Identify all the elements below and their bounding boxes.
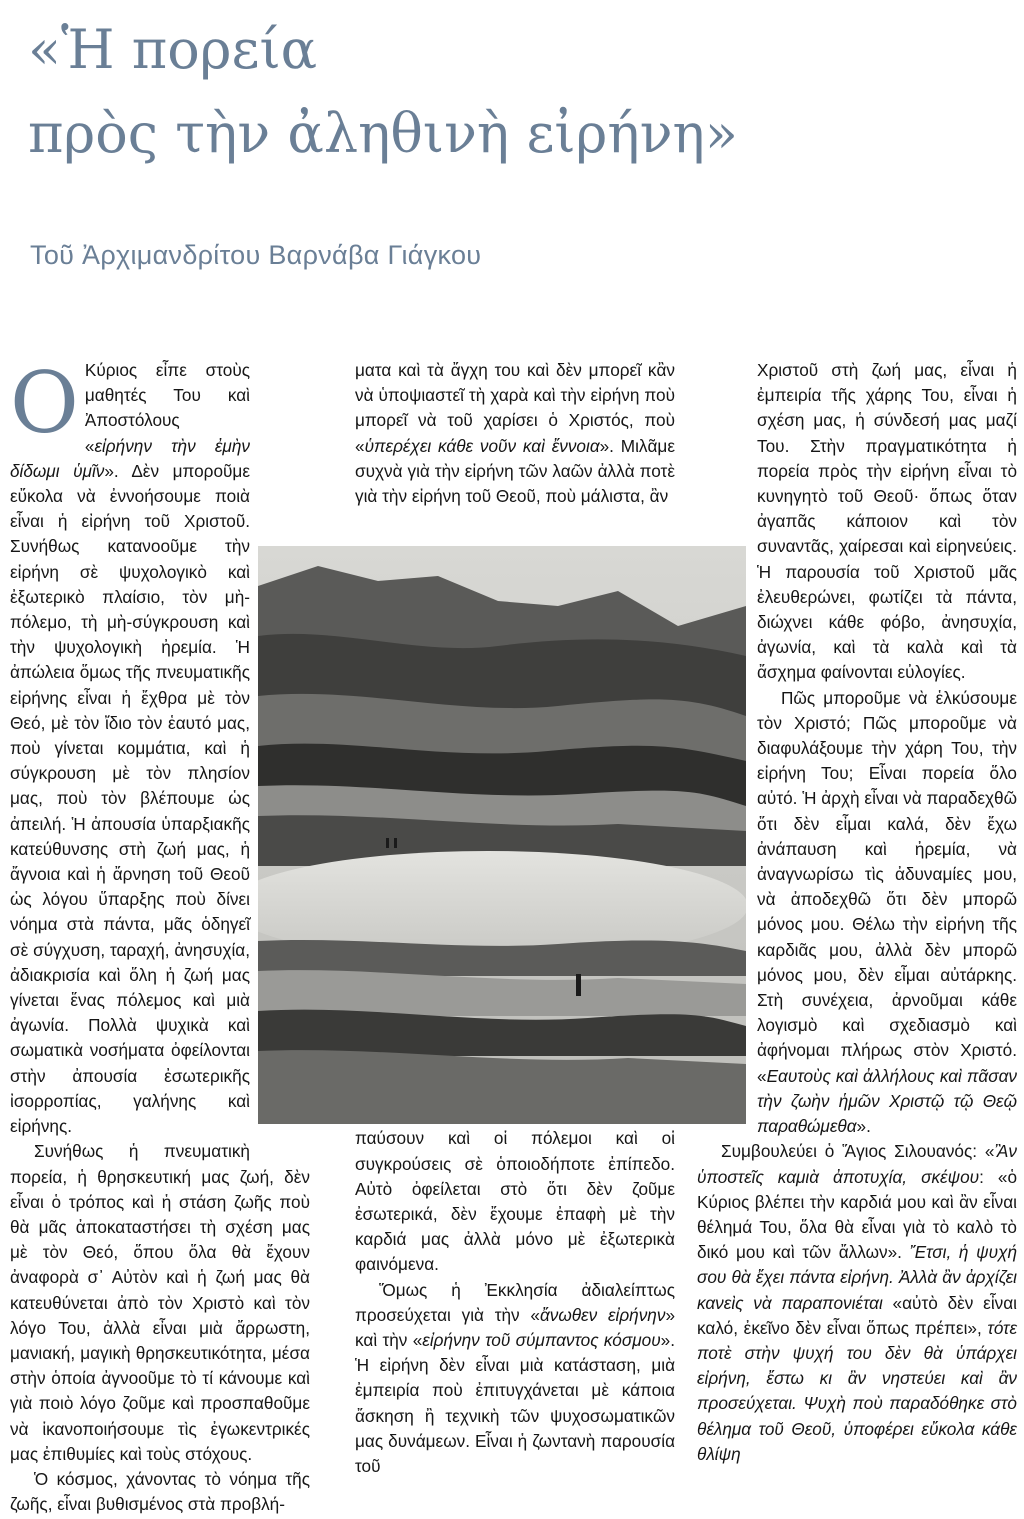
paragraph: Χριστοῦ στὴ ζωή μας, εἶναι ἡ ἐμπειρία τῆς χάρης Του, εἶναι ἡ σχέση μας, ἡ σύνδεσή μας μαζί Του. Στὴν πραγματικότητα ἡ πορεία πρὸς τὴν εἰρήνη εἶναι τὸ κυνηγητὸ τοῦ Θεοῦ· ὅπως ὅταν ἀγαπᾶς κάποιον καὶ τὸν συναντᾶς, χαίρεσαι καὶ εἰρηνεύεις. Ἡ παρουσία τοῦ Χριστοῦ μᾶς ἐλευθερώνει, φωτίζει τὰ πάντα, διώχνει κάθε φόβο, ἀνησυχία, ἀγωνία, καὶ τὰ καλὰ καὶ τὰ ἄσχημα φαίνονται εὐλογίες. bbox=[757, 360, 1017, 683]
paragraph: παύσουν καὶ οἱ πόλεμοι καὶ οἱ συγκρούσεις σὲ ὁποιοδήποτε ἐπίπεδο. Αὐτὸ ὀφείλεται στὸ ὅτι δὲν ζοῦμε ἐσωτερικά, δὲν ἔχουμε ἐπαφὴ μὲ τὴν καρδιά μας ἀλλὰ μόνο μὲ ἐξωτερικὰ φαινόμενα. bbox=[355, 1128, 675, 1275]
paragraph: Πῶς μποροῦμε νὰ ἑλκύσουμε τὸν Χριστό; Πῶς μποροῦμε νὰ διαφυλάξουμε τὴν χάρη Του, τὴν εἰρήνη Του; Εἶναι πορεία ὅλο αὐτό. Ἡ ἀρχὴ εἶναι νὰ παραδεχθῶ ὅτι δὲν εἶμαι καλά, δὲν ἔχω ἀνάπαυση καὶ ἠρεμία, νὰ ἀναγνωρίσω τὶς ἀδυναμίες μου, νὰ ἀποδεχθῶ ὅτι δὲν μπορῶ μόνος μου. Θέλω τὴν εἰρήνη τῆς καρδιᾶς μου, ἀλλὰ δὲν μπορῶ μόνος μου, δὲν εἶμαι αὐτάρκης. Στὴ συνέχεια, ἀρνοῦμαι κάθε λογισμὸ καὶ σχεδιασμὸ καὶ ἀφήνομαι πλήρως στὸν Χριστό. «Εαυτοὺς καὶ ἀλλήλους καὶ πᾶσαν τὴν ζωὴν ἡμῶν Χριστῷ τῷ Θεῷ παραθώμεθα». bbox=[757, 687, 1017, 1137]
paragraph: Συνήθως ἡ πνευματικὴ πορεία, ἡ θρησκευτική μας ζωή, δὲν εἶναι ὁ τρόπος καὶ ἡ στάση ζωῆς ποὺ θὰ μᾶς ἀποκαταστήσει τὴ σχέση μας μὲ τὸν Θεό, ὅπου ὅλα θὰ ἔχουν ἀναφορὰ σ᾽ Αὐτὸν καὶ ἡ ζωή μας θὰ κατευθύνεται ἀπὸ τὸν Χριστὸ καὶ τὸν λόγο Του, ἀλλὰ εἶναι μιὰ ἄρρωστη, μανιακή, μαγικὴ θρησκευτικότητα, μέσα στὴν ὁποία ἀγνοοῦμε τὸ τί κάνουμε καὶ γιὰ ποιὸ λόγο ζοῦμε καὶ προσπαθοῦμε νὰ ἱκανοποιήσουμε τὶς ἐγωκεντρικές μας ἐπιθυμίες καὶ τοὺς στόχους. bbox=[10, 1141, 310, 1464]
article-author: Τοῦ Ἀρχιμανδρίτου Βαρνάβα Γιάγκου bbox=[30, 240, 482, 270]
paragraph: Ὅμως ἡ Ἐκκλησία ἀδιαλείπτως προσεύχεται γιὰ τὴν «ἄνωθεν εἰρήνην» καὶ τὴν «εἰρήνην τοῦ σύμπαντος κόσμου». Ἡ εἰρήνη δὲν εἶναι μιὰ κατάσταση, μιὰ ἐμπειρία ποὺ ἐπιτυγχάνεται μὲ κάποια ἄσκηση ἢ τεχνικὴ τῶν ψυχοσωματικῶν μας δυνάμεων. Εἶναι ἡ ζωντανὴ παρουσία τοῦ bbox=[355, 1279, 676, 1477]
paragraph: Ὁ κόσμος, χάνοντας τὸ νόημα τῆς ζωῆς, εἶναι βυθισμένος στὰ προβλή- bbox=[10, 1468, 310, 1515]
drop-cap: Ο bbox=[10, 354, 79, 452]
painting-svg bbox=[258, 546, 746, 1124]
paragraph: Συμβουλεύει ὁ Ἅγιος Σιλουανός: «Ἂν ὑποστεῖς καμιὰ ἀποτυχία, σκέψου: «ὁ Κύριος βλέπει τὴν καρδιά μου καὶ ἂν εἶναι θέλημά Του, ὅλα θὰ εἶναι γιὰ τὸ καλὸ τὸ δικό μου καὶ τῶν ἄλλων». Ἔτσι, ἡ ψυχή σου θὰ ἔχει πάντα εἰρήνη. Ἀλλὰ ἂν ἀρχίζει κανεὶς νὰ παραπονιέται «αὐτὸ δὲν εἶναι καλό, ἐκεῖνο δὲν εἶναι ὅπως πρέπει», τότε ποτὲ στὴν ψυχή του δὲν θὰ ὑπάρχει εἰρήνη, ἔστω κι ἂν νηστεύει καὶ ἂν προσεύχεται. Ψυχὴ ποὺ παραδόθηκε στὸ θέλημα τοῦ Θεοῦ, ὑποφέρει εὔκολα κάθε θλίψη bbox=[697, 1141, 1018, 1464]
title-line-2: πρὸς τὴν ἀληθινὴ εἰρήνη» bbox=[28, 102, 738, 165]
paragraph: ματα καὶ τὰ ἄγχη του καὶ δὲν μπορεῖ κἂν νὰ ὑποψιαστεῖ τὴ χαρὰ καὶ τὴν εἰρήνη ποὺ μπορεῖ νὰ τοῦ χαρίσει ὁ Χριστός, ποὺ «ὑπερέχει κάθε νοῦν καὶ ἔννοια». Μιλᾶμε συχνὰ γιὰ τὴν εἰρήνη τῶν λαῶν ἀλλὰ ποτὲ γιὰ τὴν εἰρήνη τοῦ Θεοῦ, ποὺ μάλιστα, ἂν bbox=[355, 360, 675, 507]
article-title bbox=[28, 8, 928, 176]
paragraph: Ο Κύριος εἶπε στοὺς μαθητές Του καὶ Ἀποστόλους «εἰρήνην τὴν ἐμὴν δίδωμι ὑμῖν». Δὲν μποροῦμε εὔκολα νὰ ἐννοήσουμε ποιὰ εἶναι ἡ εἰρήνη τοῦ Χριστοῦ. Συνήθως κατανοοῦμε τὴν εἰρήνη σὲ ψυχολογικὸ καὶ ἐξωτερικὸ πλαίσιο, τὸν μὴ-πόλεμο, τὴ μὴ-σύγκρουση καὶ τὴν ψυχολογικὴ ἠρεμία. Ἡ ἀπώλεια ὅμως τῆς πνευματικῆς εἰρήνης εἶναι ἡ ἔχθρα μὲ τὸν Θεό, μὲ τὸν ἴδιο τὸν ἑαυτό μας, ποὺ γίνεται κομμάτια, καὶ ἡ σύγκρουση μὲ τὸν πλησίον μας, ποὺ τὸν βλέπουμε ὡς ἀπειλή. Ἡ ἀπουσία ὑπαρξιακῆς κατεύθυνσης στὴ ζωή μας, ἡ ἄγνοια καὶ ἡ ἄρνηση τοῦ Θεοῦ ὡς λόγου ὕπαρξης ποὺ δίνει νόημα στὰ πάντα, μᾶς ὁδηγεῖ σὲ σύγχυση, ταραχή, ἀνησυχία, ἀδιακρισία καὶ ὅλη ἡ ζωή μας γίνεται ἕνας πόλεμος καὶ μιὰ ἀγωνία. Πολλὰ ψυχικὰ καὶ σωματικὰ νοσήματα ὀφείλονται στὴν ἀπουσία ἐσωτερικῆς ἰσορροπίας, γαλήνης καὶ εἰρήνης. bbox=[10, 354, 250, 1137]
title-line-1: «Ἡ πορεία bbox=[28, 18, 318, 81]
landscape-painting-icon bbox=[258, 546, 746, 1124]
